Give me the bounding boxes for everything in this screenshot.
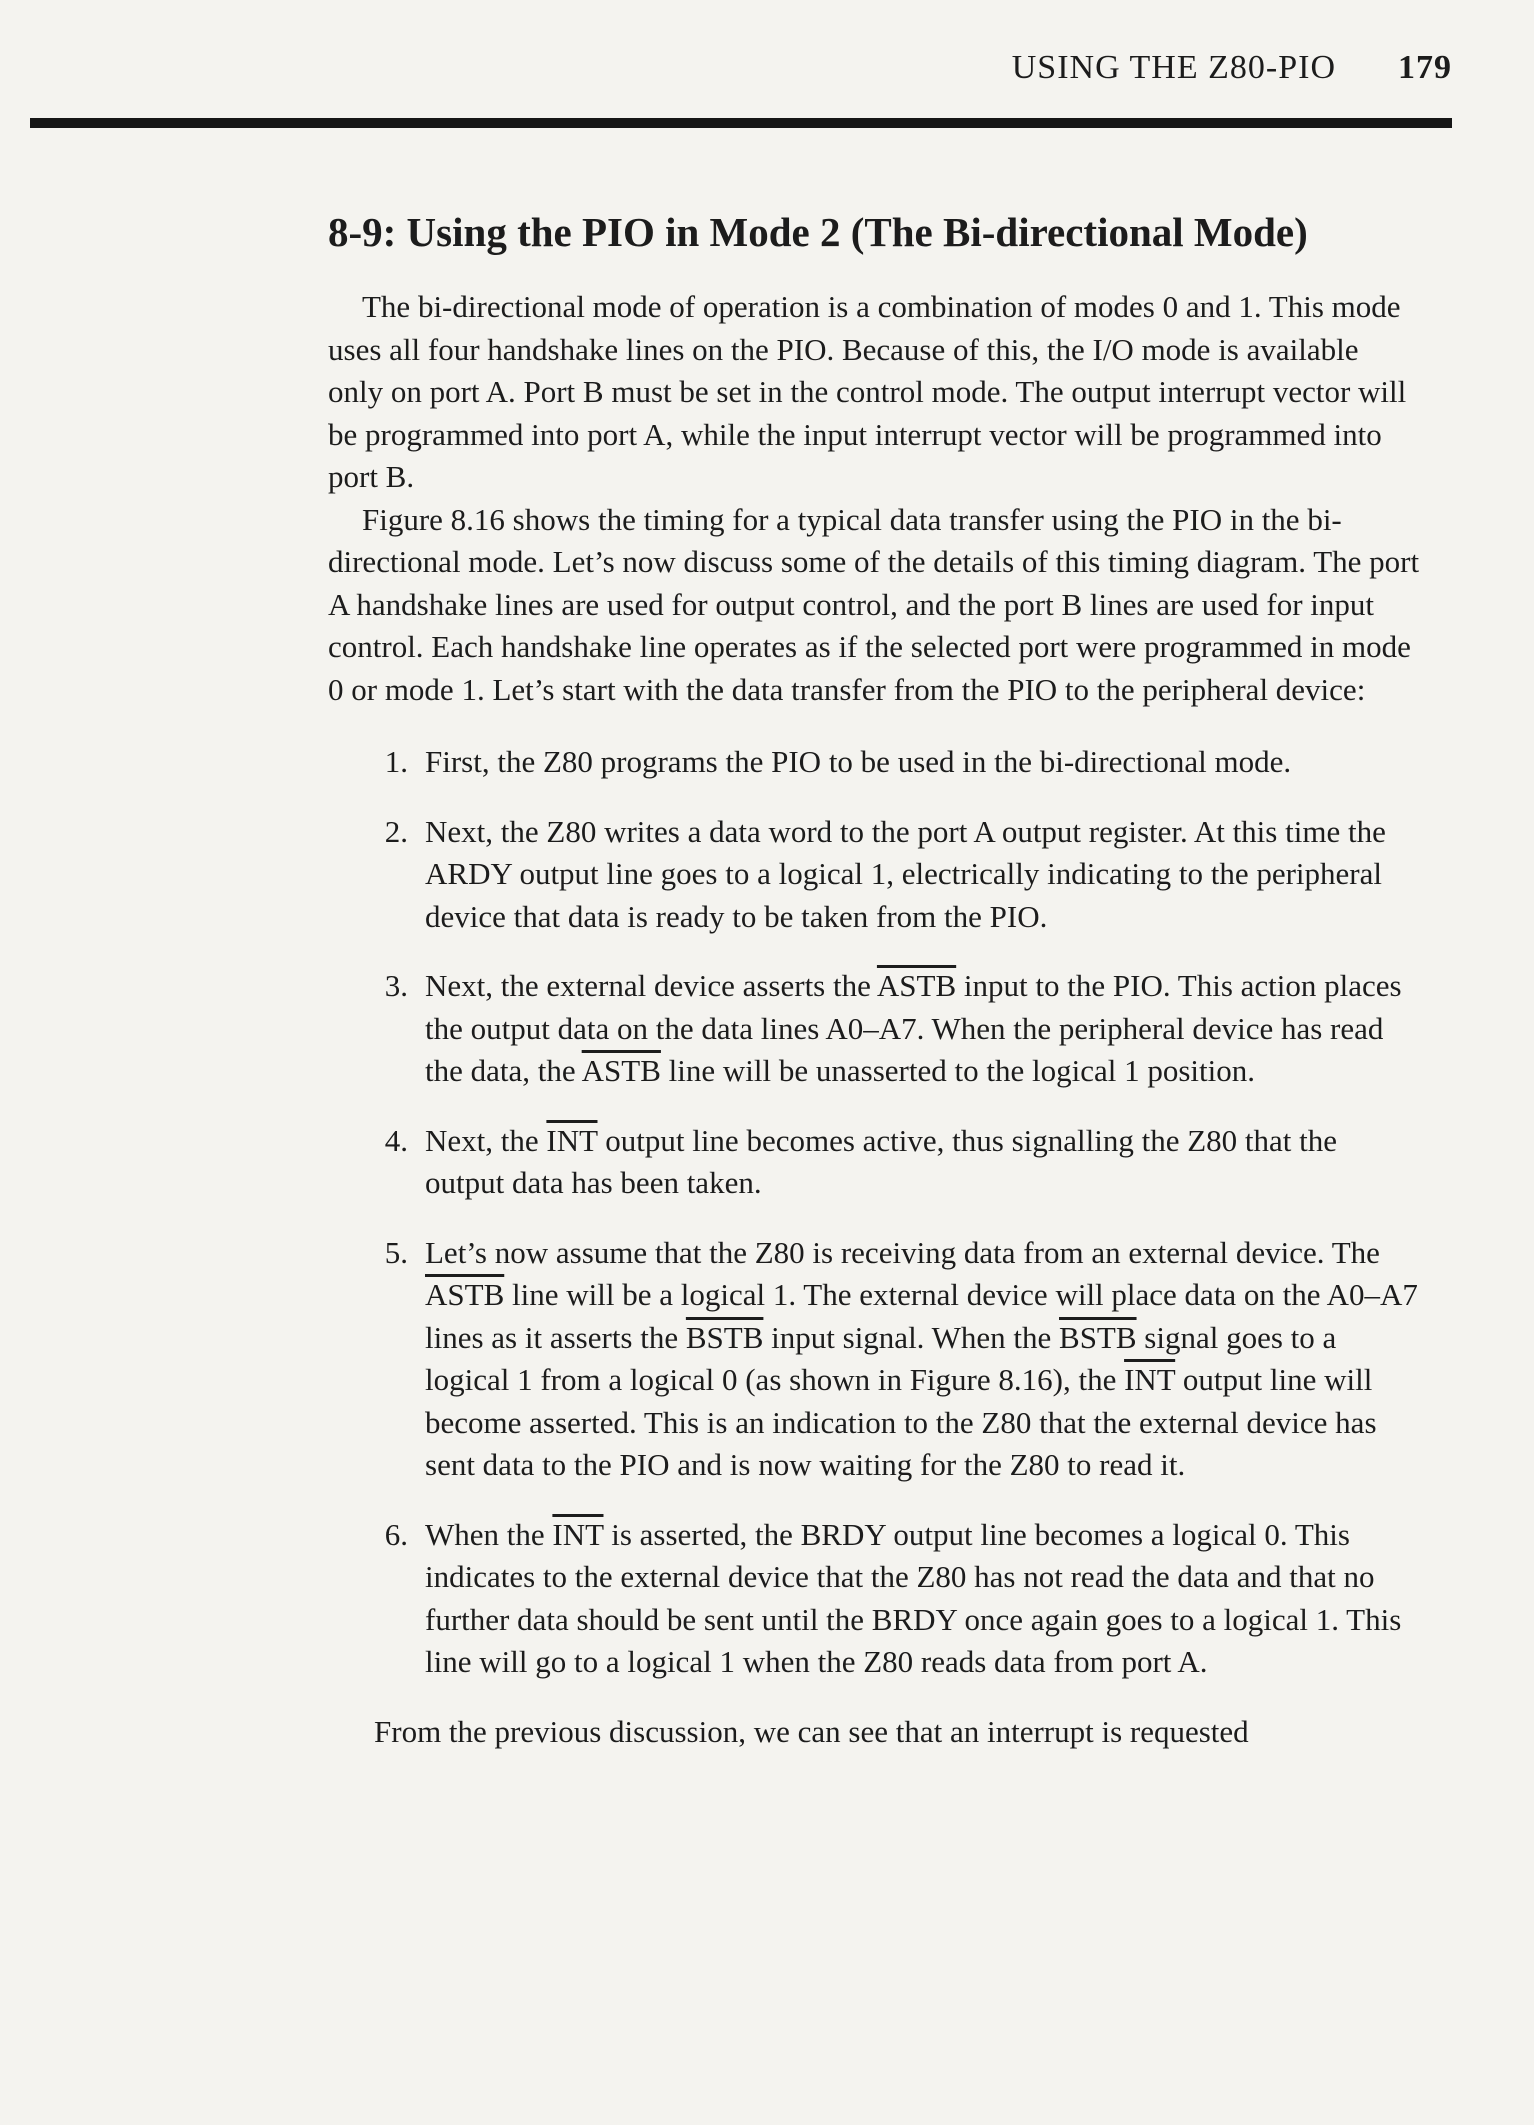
signal-name: $\overline{INT}$ xyxy=(552,1516,604,1552)
list-item xyxy=(328,741,1420,784)
list-item xyxy=(328,811,1420,939)
signal-name: $\overline{INT}$ xyxy=(1124,1362,1176,1397)
step-number: 6. xyxy=(384,1516,408,1552)
step-text: Next, the Z80 writes a data word to the port A output register. At this time the ARDY output line goes to a logical 1, electrically indicating to the peripheral device that data is ready to be taken from the PIO. xyxy=(425,813,1386,934)
section-heading: 8-9: Using the PIO in Mode 2 (The Bi-directional Mode) xyxy=(328,209,1308,255)
header-rule xyxy=(30,118,1452,128)
page-number: 179 xyxy=(1398,49,1452,86)
list-item xyxy=(328,1232,1420,1487)
step-text: Next, the external device asserts the ASTB input to the PIO. This action places the output data on the data lines A0–A7. When the peripheral device has read the data, the ASTB line will be unasserted to the logical 1 position. xyxy=(425,968,1402,1088)
step-text: First, the Z80 programs the PIO to be used in the bi-directional mode. xyxy=(425,744,1292,779)
list-item xyxy=(328,965,1420,1093)
body-text xyxy=(328,286,1420,1753)
step-number: 4. xyxy=(384,1122,408,1158)
paragraph-intro: The bi-directional mode of operation is a combination of modes 0 and 1. This mode uses all four handshake lines on the PIO. Because of this, the I/O mode is available only on port A. Port B must be set in the control mode. The output interrupt vector will be programmed into port A, while the input interrupt vector will be programmed into port B. xyxy=(328,289,1407,494)
step-number: 5. xyxy=(384,1234,408,1270)
signal-name: ASTB xyxy=(581,1053,661,1088)
step-number: 1. xyxy=(384,744,408,779)
running-title: USING THE Z80-PIO xyxy=(1011,49,1336,86)
step-number: 3. xyxy=(384,968,408,1003)
step-text: Let’s now assume that the Z80 is receiving data from an external device. The ASTB line will be a logical 1. The external device will place data on the A0–A7 lines as it asserts the BSTB input signal. When the BSTB signal goes to a logical 1 from a logical 0 (as shown in Figure 8.16), the $\overline{INT}$ output line will become asserted. This is an indication to the Z80 that the external device has sent data to the PIO and is now waiting for the Z80 to read it. xyxy=(425,1234,1418,1482)
signal-name: BSTB xyxy=(685,1319,764,1355)
signal-name: ASTB xyxy=(425,1277,505,1312)
list-item xyxy=(328,1120,1420,1205)
signal-name: ASTB xyxy=(876,968,957,1003)
step-number: 2. xyxy=(384,813,408,849)
page-header xyxy=(0,48,1452,88)
signal-name: BSTB xyxy=(1059,1319,1137,1355)
step-list xyxy=(328,741,1420,1684)
list-item xyxy=(328,1514,1420,1684)
step-text: When the $\overline{INT}$ is asserted, the BRDY output line becomes a logical 0. This indicates to the external device that the Z80 has not read the data and that no further data should be sent until the BRDY once again goes to a logical 1. This line will go to a logical 1 when the Z80 reads data from port A. xyxy=(425,1516,1402,1679)
signal-name: $\overline{INT}$ xyxy=(546,1122,598,1158)
paragraph-closing: From the previous discussion, we can see that an interrupt is requested xyxy=(374,1713,1249,1749)
step-text: Next, the $\overline{INT}$ output line becomes active, thus signalling the Z80 that the output data has been taken. xyxy=(425,1122,1338,1200)
paragraph-timing: Figure 8.16 shows the timing for a typical data transfer using the PIO in the bi-directional mode. Let’s now discuss some of the details of this timing diagram. The port A handshake lines are used for output control, and the port B lines are used for input control. Each handshake line operates as if the selected port were programmed in mode 0 or mode 1. Let’s start with the data transfer from the PIO to the peripheral device: xyxy=(328,501,1420,707)
